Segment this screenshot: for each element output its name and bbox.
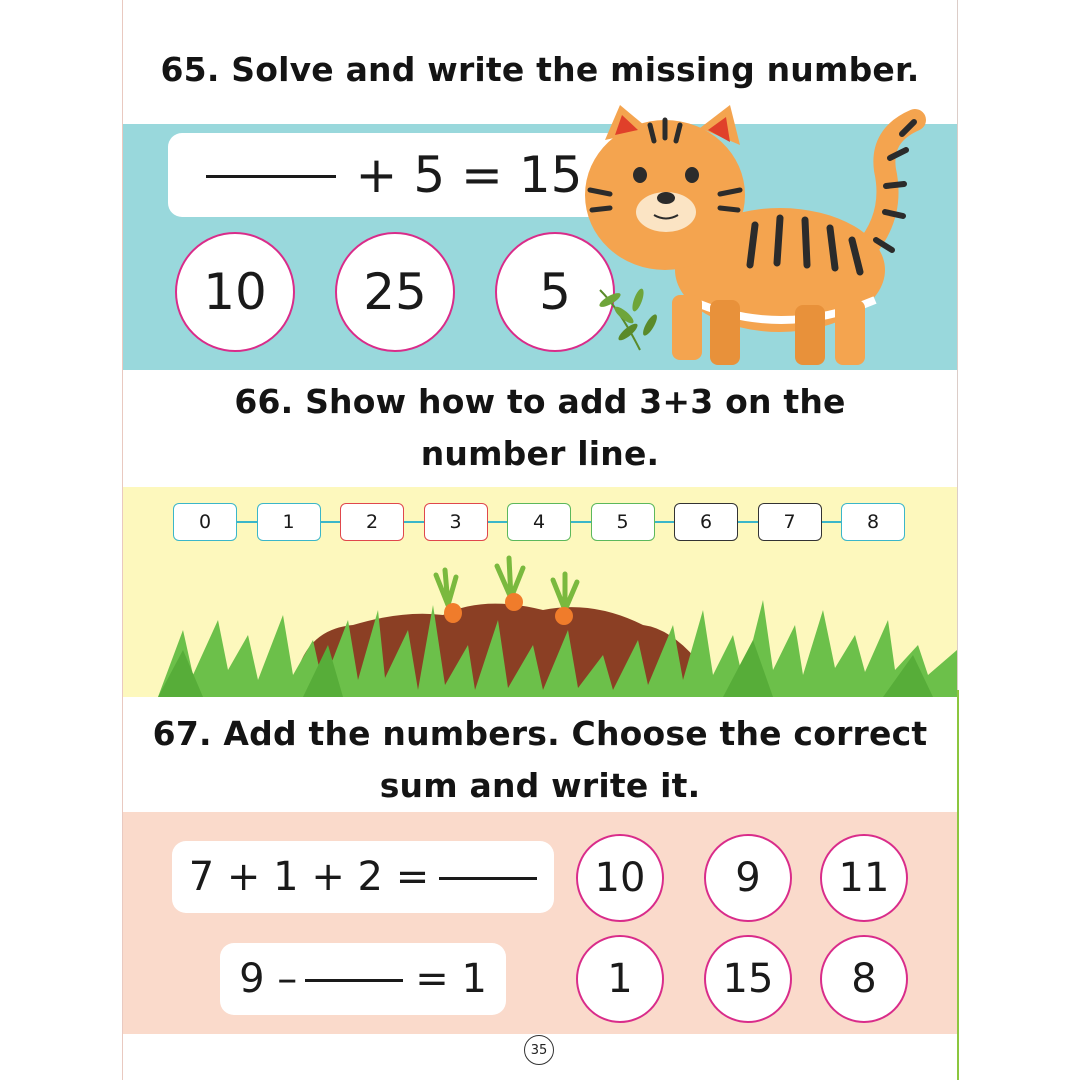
number-line-box[interactable]: 8 — [841, 503, 905, 541]
number-line-box[interactable]: 2 — [340, 503, 404, 541]
leaf-branch-icon — [598, 287, 660, 350]
option-circle[interactable]: 8 — [820, 935, 908, 1023]
question-67-title — [123, 708, 957, 812]
page-number: 35 — [524, 1035, 554, 1065]
equation-text: + 5 = 15 — [355, 146, 583, 204]
option-circle[interactable]: 10 — [576, 834, 664, 922]
question-66-title-line2: number line. — [420, 434, 660, 473]
carrot-icon — [497, 558, 523, 611]
option-circle[interactable]: 1 — [576, 935, 664, 1023]
equation-text-left: 9 – — [239, 956, 298, 1002]
option-circle[interactable]: 25 — [335, 232, 455, 352]
number-line-box[interactable]: 0 — [173, 503, 237, 541]
question-67-title-line1: 67. Add the numbers. Choose the correct — [152, 714, 928, 753]
answer-blank[interactable] — [439, 875, 537, 880]
option-circle[interactable]: 9 — [704, 834, 792, 922]
option-circle[interactable]: 11 — [820, 834, 908, 922]
number-line-box[interactable]: 3 — [424, 503, 488, 541]
number-line-box[interactable]: 1 — [257, 503, 321, 541]
answer-blank[interactable] — [305, 977, 403, 982]
question-65-equation — [168, 133, 620, 217]
question-66-title-line1: 66. Show how to add 3+3 on the — [234, 382, 846, 421]
carrot-garden-illustration — [123, 550, 957, 697]
number-line-box[interactable]: 5 — [591, 503, 655, 541]
option-circle[interactable]: 5 — [495, 232, 615, 352]
question-65-title: 65. Solve and write the missing number. — [160, 50, 920, 89]
option-circle[interactable]: 10 — [175, 232, 295, 352]
question-67-equation-1 — [172, 841, 554, 913]
question-66-title — [123, 376, 957, 480]
tiger-illustration — [580, 100, 940, 375]
equation-text: 7 + 1 + 2 = — [188, 854, 430, 900]
answer-blank[interactable] — [206, 173, 336, 178]
equation-text-right: = 1 — [415, 956, 487, 1002]
question-67-equation-2 — [220, 943, 506, 1015]
number-line-box[interactable]: 6 — [674, 503, 738, 541]
number-line-box[interactable]: 7 — [758, 503, 822, 541]
question-67-title-line2: sum and write it. — [379, 766, 701, 805]
option-circle[interactable]: 15 — [704, 935, 792, 1023]
page-edge-accent — [957, 690, 959, 1080]
number-line-box[interactable]: 4 — [507, 503, 571, 541]
